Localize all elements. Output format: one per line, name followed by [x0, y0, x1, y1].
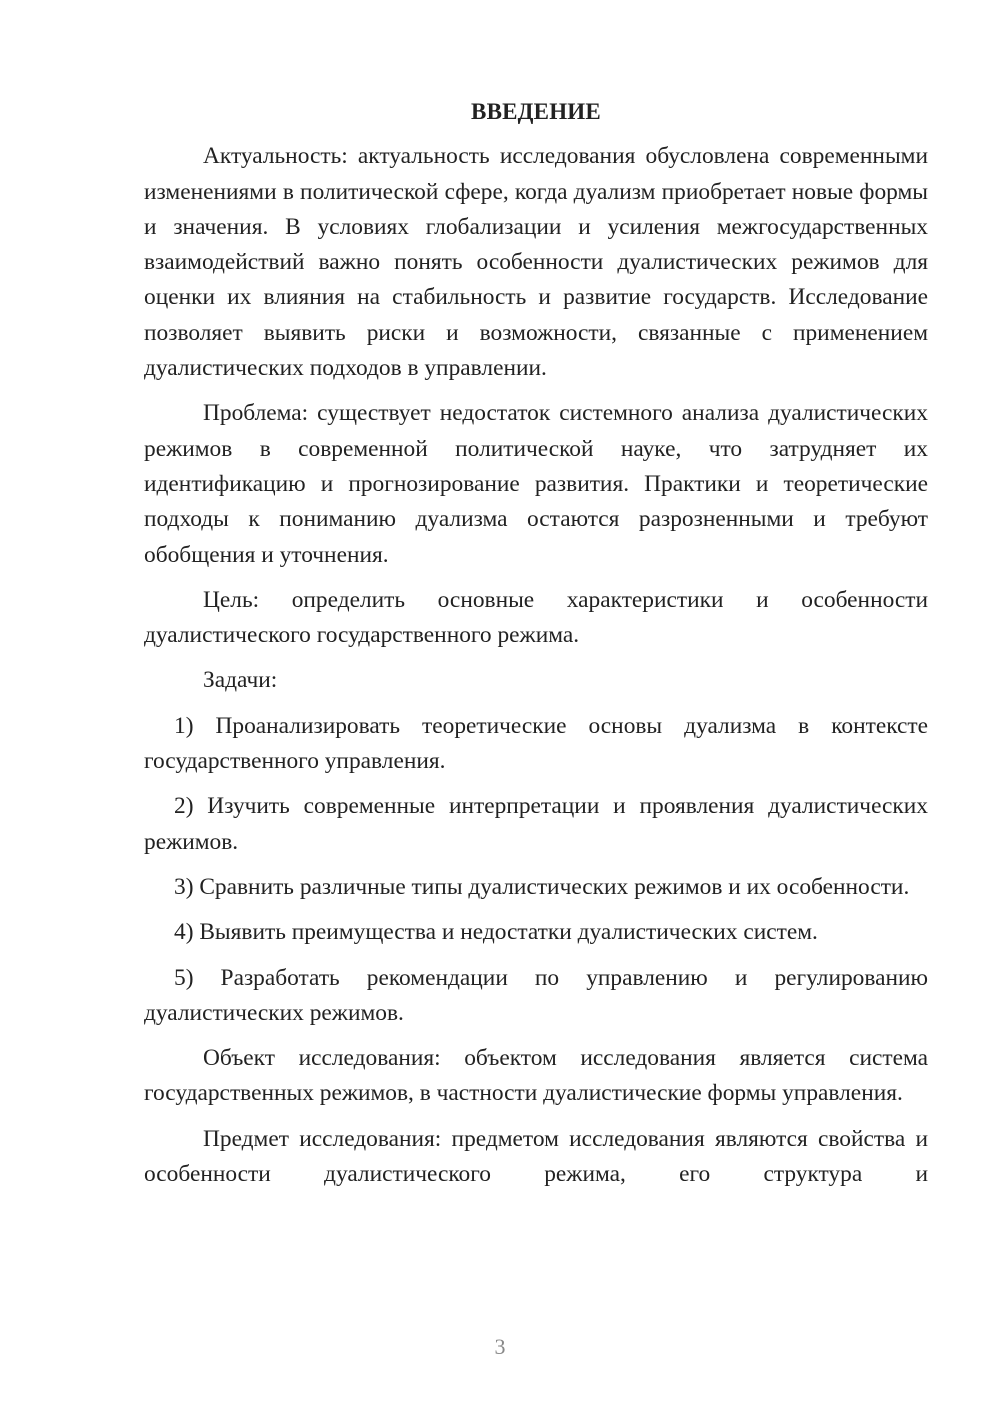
list-item: 1) Проанализировать теоретические основы дуализма в контексте государственного управления. — [144, 712, 928, 775]
page-title: ВВЕДЕНИЕ — [471, 99, 601, 124]
page-number: 3 — [494, 1334, 506, 1359]
tasks-heading: Задачи: — [203, 667, 278, 694]
list-item: 3) Сравнить различные типы дуалистических режимов и их особенности. — [174, 873, 910, 900]
list-item: 5) Разработать рекомендации по управлению и регулированию дуалистических режимов. — [144, 964, 928, 1026]
paragraph-relevance: Актуальность: актуальность исследования обусловлена современными изменениями в политической сфере, когда дуализм приобретает новые формы и значения. В условиях глобализации и усиления межгосударственных взаимодействий важно понять особенности дуалистических режимов для оценки их влияния на стабильность и развитие государств. Исследование позволяет выявить риски и возможности, связанные с применением дуалистических подходов в управлении. — [144, 143, 928, 382]
list-item: 4) Выявить преимущества и недостатки дуалистических систем. — [174, 919, 818, 946]
paragraph-subject: Предмет исследования: предметом исследования являются свойства и особенности дуалистического режима, его структура и — [144, 1125, 928, 1188]
document-page — [144, 94, 928, 1192]
paragraph-goal: Цель: определить основные характеристики и особенности дуалистического государственного режима. — [144, 586, 928, 649]
paragraph-object: Объект исследования: объектом исследования является система государственных режимов, в частности дуалистические формы управления. — [144, 1045, 928, 1107]
list-item: 2) Изучить современные интерпретации и проявления дуалистических режимов. — [144, 793, 928, 855]
paragraph-problem: Проблема: существует недостаток системного анализа дуалистических режимов в современной политической науке, что затрудняет их идентификацию и прогнозирование развития. Практики и теоретические подходы к пониманию дуализма остаются разрозненными и требуют обобщения и уточнения. — [144, 400, 928, 568]
tasks-list — [144, 709, 928, 1031]
